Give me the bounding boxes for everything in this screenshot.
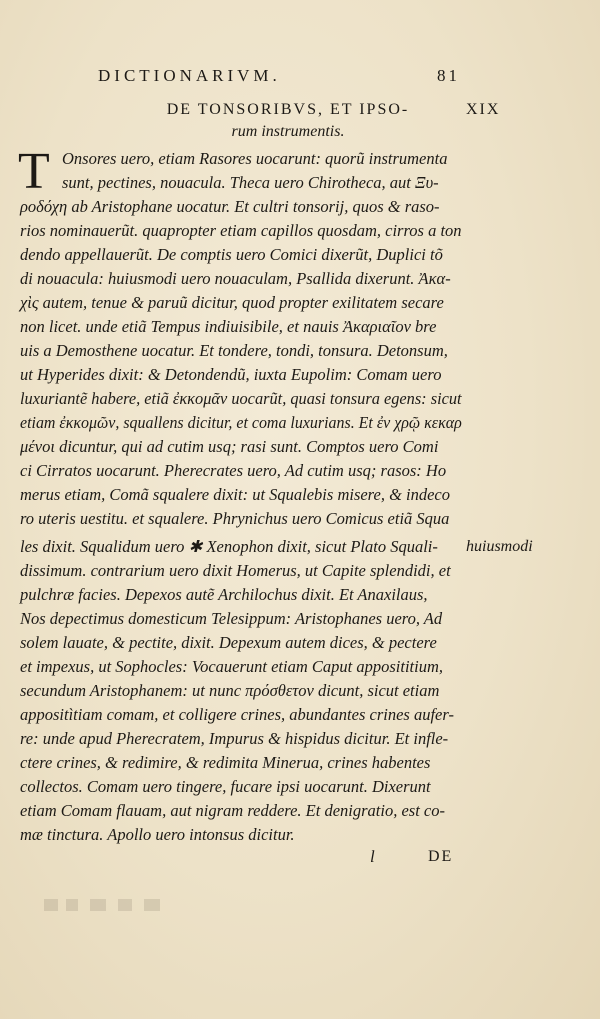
section-heading: DE TONSORIBVS, ET IPSO- [166, 101, 410, 118]
text-line: re: unde apud Pherecratem, Impurus & hispidus dicitur. Et infle- [20, 729, 449, 748]
signature-mark: l [370, 847, 375, 866]
text-line: Onsores uero, etiam Rasores uocarunt: quorũ instrumenta [62, 149, 448, 168]
text-line: secundum Aristophanem: ut nunc πρόσθετον dicunt, sicut etiam [20, 681, 440, 700]
text-line: ροδόχη ab Aristophane uocatur. Et cultri tonsorij, quos & raso- [20, 197, 440, 216]
text-line: etiam ἐκκομῶν, squallens dicitur, et coma luxurians. Et ἐν χρῷ κεκαρ [20, 413, 462, 432]
page-number: 81 [437, 66, 460, 85]
text-line: dendo appellauerũt. De comptis uero Comici dixerũt, Duplici tõ [20, 245, 443, 264]
text-line: collectos. Comam uero tingere, fucare ipsi uocarunt. Dixerunt [20, 777, 431, 796]
text-line: les dixit. Squalidum uero ✱ Xenophon dixit, sicut Plato Squali- [20, 537, 438, 556]
text-line: sunt, pectines, nouacula. Theca uero Chirotheca, aut Ξυ- [62, 173, 439, 192]
text-line: ro uteris uestitu. et squalere. Phrynichus uero Comicus etiã Squa [20, 509, 450, 528]
text-line: etiam Comam flauam, aut nigram reddere. Et denigratio, est co- [20, 801, 445, 820]
text-line: χὶς autem, tenue & paruũ dicitur, quod propter exilitatem secare [20, 293, 444, 312]
text-line: ci Cirratos uocarunt. Pherecrates uero, Ad cutim usq; rasos: Ho [20, 461, 447, 480]
text-line: ut Hyperides dixit: & Detondendũ, iuxta Eupolim: Comam uero [20, 365, 442, 384]
text-line: mæ tinctura. Apollo uero intonsus dicitur. [20, 825, 295, 844]
section-heading-continuation: rum instrumentis. [231, 123, 345, 140]
text-line: Nos depectimus domesticum Telesippum: Aristophanes uero, Ad [20, 609, 443, 628]
text-line: μένοι dicuntur, qui ad cutim usq; rasi sunt. Comptos uero Comi [20, 437, 439, 456]
catchword: DE [428, 848, 454, 865]
drop-cap: T [18, 143, 50, 200]
text-line: luxuriantẽ habere, etiã ἐκκομᾶν uocarũt, quasi tonsura egens: sicut [20, 389, 462, 408]
section-number: XIX [466, 101, 501, 118]
text-line: ctere crines, & redimire, & redimita Minerua, crines habentes [20, 753, 431, 772]
header-title: DICTIONARIVM. [98, 66, 281, 85]
text-line: di nouacula: huiusmodi uero nouaculam, Psallida dixerunt. Ἀκα- [20, 269, 451, 288]
text-line: uis a Demosthene uocatur. Et tondere, tondi, tonsura. Detonsum, [20, 341, 448, 360]
show-through-ink [40, 893, 170, 917]
text-line: rios nominauerũt. quapropter etiam capillos quosdam, cirros a ton [20, 221, 462, 240]
text-line: pulchræ facies. Depexos autẽ Archilochus dixit. Et Anaxilaus, [20, 585, 428, 604]
text-line: appositìtiam comam, et colligere crines, abundantes crines aufer- [20, 705, 454, 724]
text-line: dissimum. contrarium uero dixit Homerus, ut Capite splendidi, et [20, 561, 451, 580]
running-head [98, 66, 460, 86]
marginal-note: huiusmodi [466, 538, 533, 555]
text-line: et impexus, ut Sophocles: Vocauerunt etiam Caput apposititium, [20, 657, 443, 676]
text-line: non licet. unde etiã Tempus indiuisibile, et nauis Ἀκαριαῖον bre [20, 317, 437, 336]
text-line: solem lauate, & pectite, dixit. Depexum autem dices, & pectere [20, 633, 437, 652]
text-line: merus etiam, Comã squalere dixit: ut Squalebis misere, & indeco [20, 485, 451, 504]
